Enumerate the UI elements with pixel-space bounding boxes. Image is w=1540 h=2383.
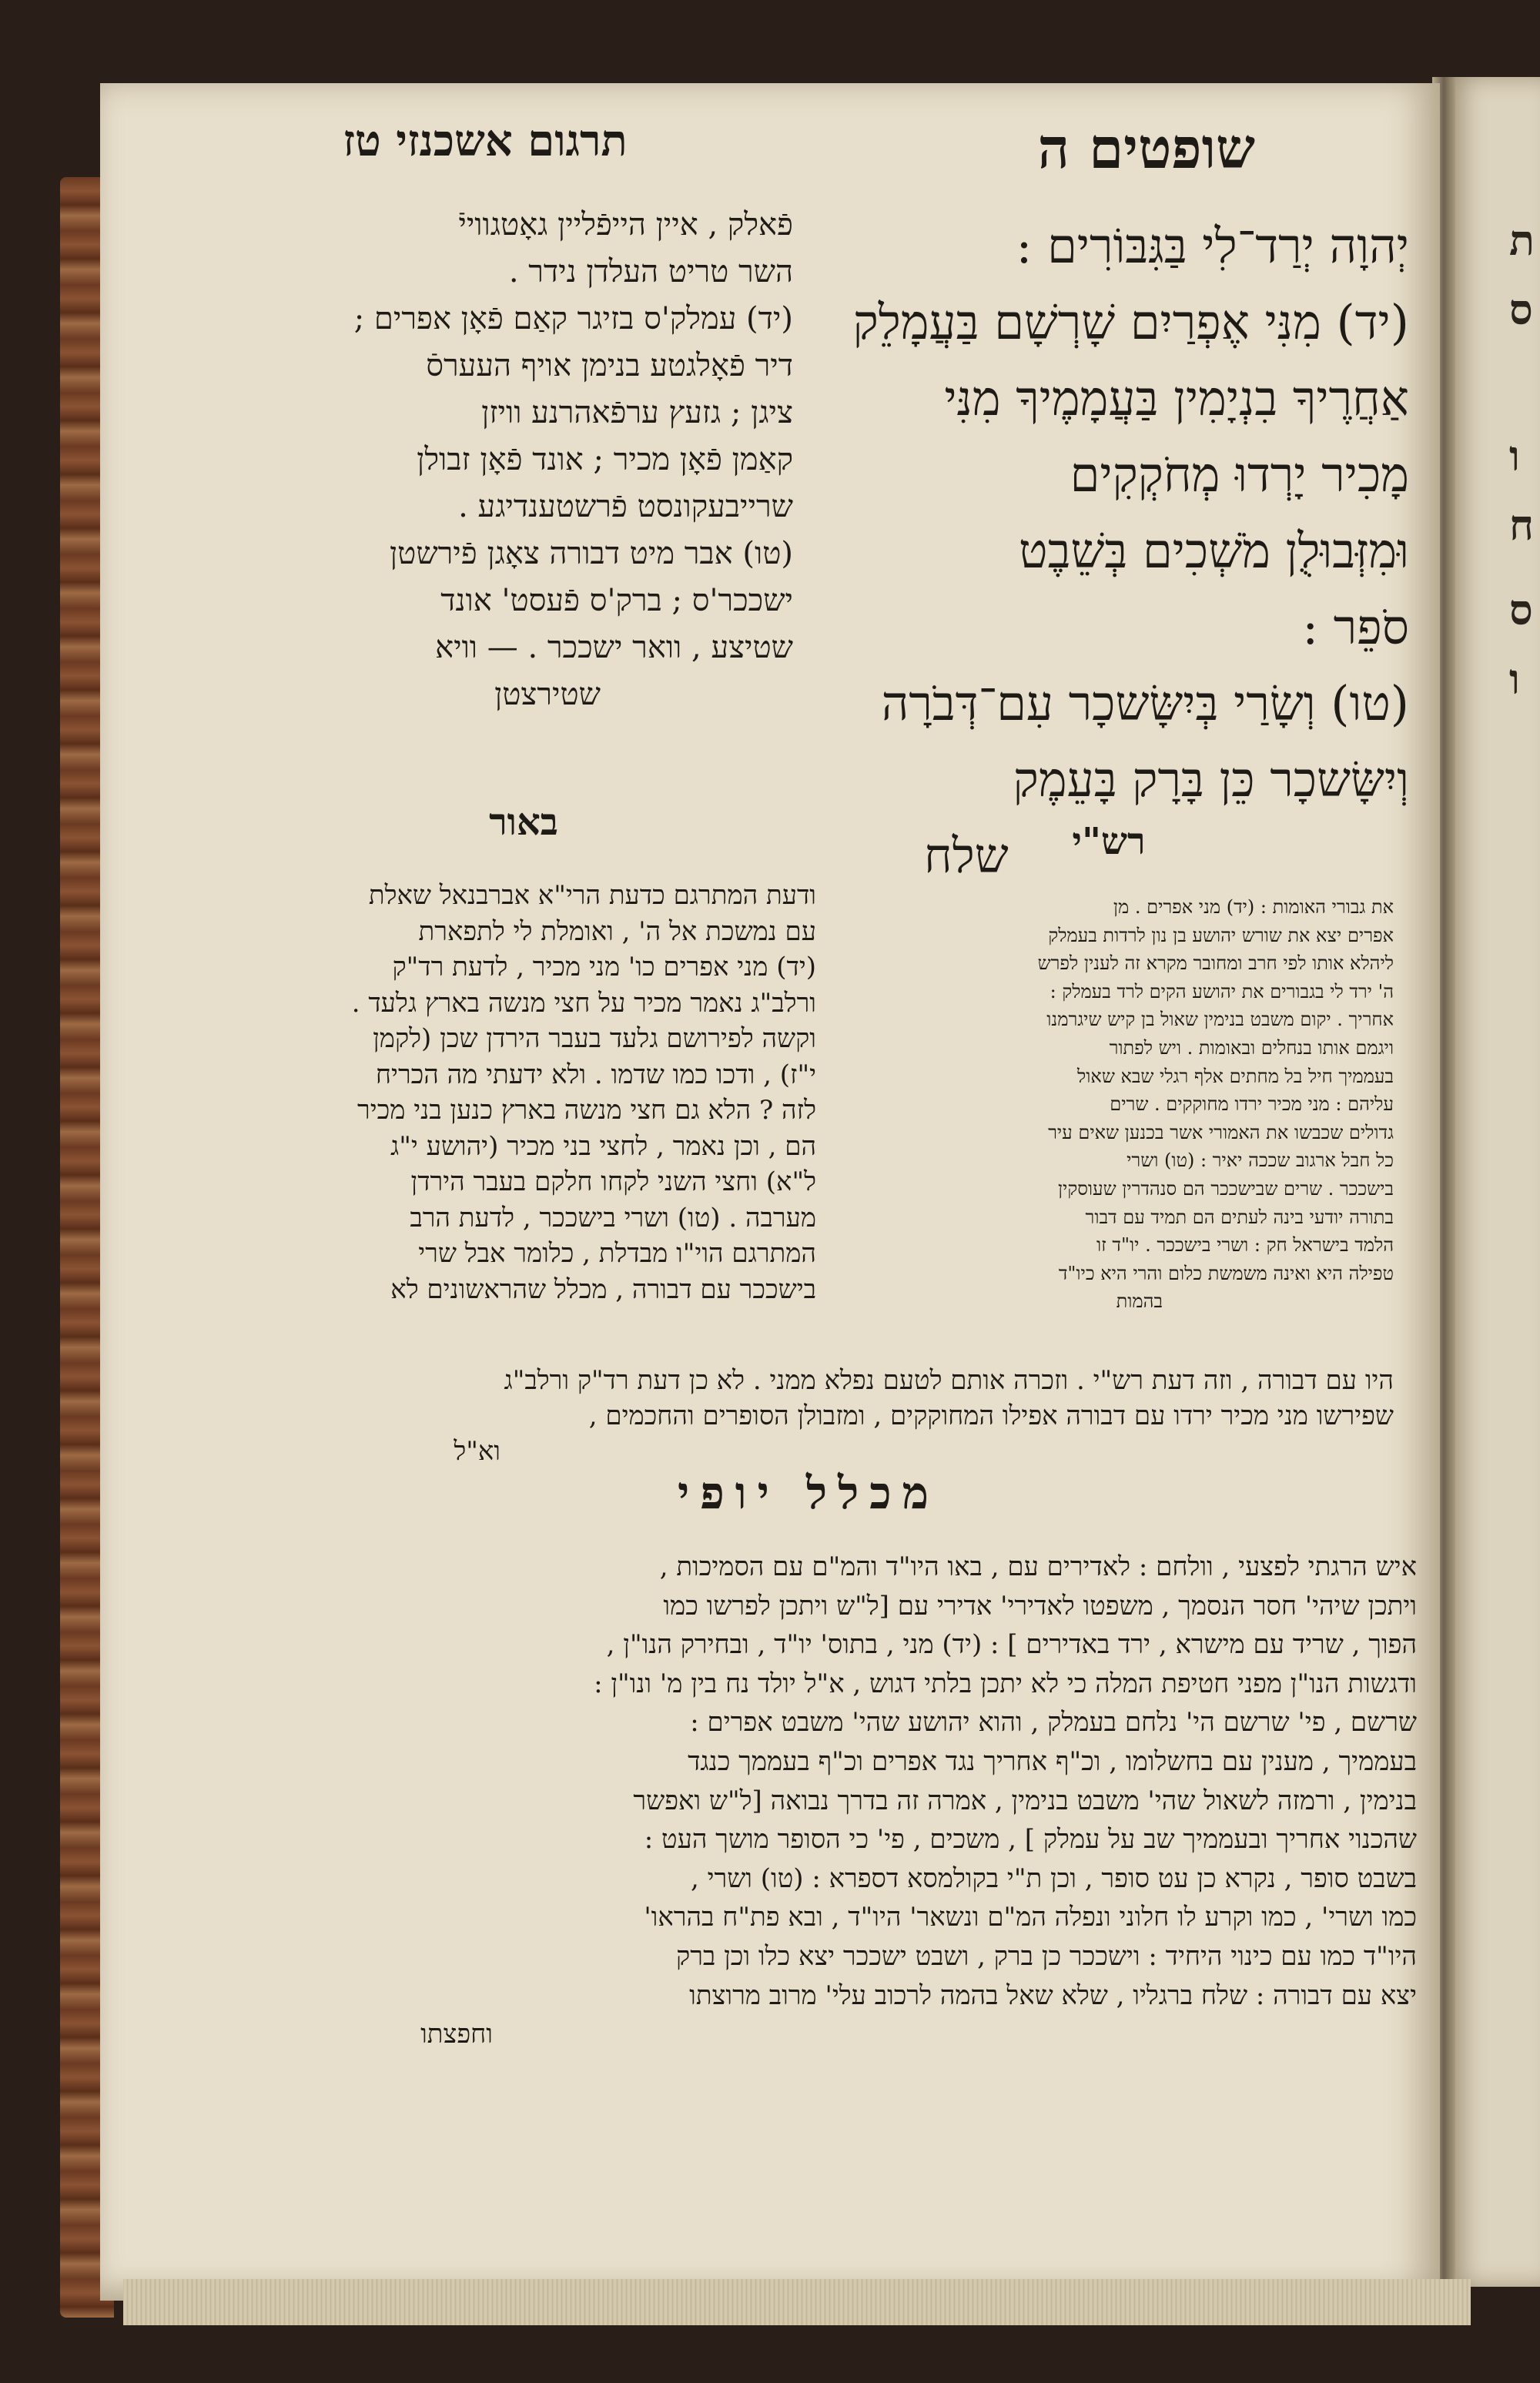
targum-line: שטיצע , וואר ישככר . — וויא [435, 630, 793, 665]
beur-line: שפירשו מני מכיר ירדו עם דבורה אפילו המחוקקים , ומזבולן הסופרים והחכמים , [588, 1401, 1394, 1431]
mikhlal-line: בשבט סופר , נקרא כן עט סופר , וכן ת"י בקולמסא דספרא : (טו) ושרי , [690, 1863, 1417, 1894]
rashi-line: ה' ירד לי בגבורים את יהושע הקים לרד בעמלק : [1050, 980, 1394, 1002]
verse-line: (יד) מִנִּי אֶפְרַיִם שָׁרְשָׁם בַּעֲמָלֵק [852, 294, 1409, 350]
beur-line: המתרגם הוי"ו מבדלת , כלומר אבל שרי [418, 1238, 816, 1269]
beur-line: ודעת המתרגם כדעת הרי"א אברבנאל שאלת [368, 880, 816, 911]
rashi-line: בישככר . שרים שבישככר הם סנהדרין שעוסקין [1057, 1177, 1394, 1200]
targum-line: ישככר'ס ; ברק'ס פֿעסט' אונד [440, 583, 793, 618]
rashi-heading: רש"י [1072, 820, 1146, 863]
beur-line: ורלב"ג נאמר מכיר על חצי מנשה בארץ גלעד . [351, 987, 816, 1019]
rashi-line: אפרים יצא את שורש יהושע בן נון לרדות בעמלק [1048, 924, 1394, 946]
facing-page-letter: ס [1509, 285, 1533, 334]
verse-line: וְיִשָּׂשכָר כֵּן בָּרָק בָּעֵמֶק [1013, 751, 1409, 808]
mikhlal-line: שהכנוי אחריך ובעממיך שב על עמלק ] , משכים , פי' כי הסופר מושך העט : [644, 1824, 1417, 1856]
rashi-commentary-column [839, 893, 1394, 1316]
beur-continuation [231, 1363, 1394, 1469]
targum-line: פֿאלק , איין הייפֿליין גאָטגווייֿ [458, 207, 793, 243]
mikhlal-line: שרשם , פי' שרשם הי' נלחם בעמלק , והוא יהושע שהי' משבט אפרים : [690, 1707, 1417, 1739]
targum-line: דיר פֿאָלגטע בנימן אויף העערסֿ [426, 348, 793, 383]
facing-page-letter: ו [1509, 431, 1520, 480]
beur-line: עם נמשכת אל ה' , ואומלת לי לתפארת [418, 915, 816, 947]
mikhlal-line: יצא עם דבורה : שלח ברגליו , שלא שאל בהמה לרכוב עלי' מרוב מרוצתו [689, 1980, 1417, 2011]
mikhlal-line: ויתכן שיהי' חסר הנסמך , משפטו לאדירי' אדירי עם [ל"ש ויתכן לפרשו כמו [663, 1590, 1417, 1622]
mikhlal-line: איש הרגתי לפצעי , וולחם : לאדירים עם , באו היו"ד והמ"ם עם הסמיכות , [659, 1551, 1417, 1582]
verse-line: מָכִיר יָרְדוּ מְחֹקְקִים [1070, 447, 1409, 503]
german-translation-column [231, 202, 793, 718]
catchword: שלח [924, 828, 1009, 884]
verse-line: (טו) וְשָׂרַי בְּיִשָּׂשכָר עִם־דְּבֹרָה [881, 675, 1409, 731]
page-stack-edge [123, 2279, 1471, 2325]
mikhlal-line: וחפצתו [420, 2019, 493, 2050]
beur-line: (יד) מני אפרים כו' מני מכיר , לדעת רד"ק [392, 952, 816, 982]
mikhlal-line: הפוך , שריד עם מישרא , ירד באדירים ] : (יד) מני , בתוס' יו"ד , ובחירק הנו"ן , [606, 1629, 1417, 1661]
beur-commentary-column [231, 878, 816, 1307]
beur-line: מערבה . (טו) ושרי בישככר , לדעת הרב [410, 1202, 816, 1233]
targum-line: ציגן ; גזעץ ערפֿאהרנע וויזן [481, 395, 793, 430]
mikhlal-line: בנימין , ורמזה לשאול שהי' משבט בנימין , אמרה זה בדרך נבואה [ל"ש ואפשר [633, 1785, 1417, 1816]
rashi-line: בהמות [1116, 1290, 1163, 1313]
rashi-line: הלמד בישראל חק : ושרי בישככר . יו"ד זו [1096, 1234, 1394, 1257]
beur-line: לזה ? הלא גם חצי מנשה בארץ כנען בני מכיר [357, 1095, 816, 1126]
mikhlal-yofi-commentary [231, 1548, 1417, 2054]
beur-line: הם , וכן נאמר , לחצי בני מכיר (יהושע י"ג [390, 1130, 816, 1162]
rashi-line: גדולים שכבשו את האמורי אשר בכנען שאים עיר [1048, 1121, 1394, 1143]
facing-page-letter: ח [1509, 500, 1534, 550]
rashi-line: עליהם : מני מכיר ירדו מחוקקים . שרים [1110, 1093, 1394, 1116]
facing-page-letter: ת [1509, 216, 1535, 265]
mikhlal-yofi-heading: מכלל יופי [678, 1467, 939, 1519]
rashi-line: את גבורי האומות : (יד) מני אפרים . מן [1113, 896, 1394, 918]
mikhlal-line: בעממיך , מענין עם בחשלומו , וכ"ף אחריך נגד אפרים וכ"ף בעממך כנגד [688, 1745, 1417, 1777]
beur-line: וא"ל [454, 1436, 500, 1467]
targum-line: (טו) אבר מיט דבורה צאָגן פֿירשטן [389, 536, 793, 571]
targum-line: קאַמן פֿאָן מכיר ; אונד פֿאָן זבולן [417, 442, 793, 477]
facing-page-edge [1448, 77, 1540, 2287]
beur-line: ל"א) וחצי השני לקחו חלקם בעבר הירדן [410, 1166, 816, 1197]
verse-line: סֹפֵר : [1302, 599, 1409, 655]
biblical-text-column [824, 208, 1409, 894]
mikhlal-line: היו"ד כמו עם כינוי היחיד : וישככר כן ברק , ושבט ישככר יצא כלו וכן ברק [676, 1940, 1417, 1972]
rashi-line: בעממיך חיל בל מחתים אלף רגלי שבא שאול [1077, 1065, 1394, 1087]
targum-line: השר טריט העלדן נידר . [508, 254, 793, 290]
beur-heading: באור [489, 801, 558, 844]
rashi-line: ויגמם אותו בנחלים ובאומות . ויש לפתור [1109, 1036, 1394, 1059]
facing-page-letter: ו [1509, 654, 1520, 704]
verse-line: אַחֲרֶיךָ בִנְיָמִין בַּעֲמָמֶיךָ מִנִּי [944, 370, 1409, 427]
verse-line: וּמִזְּבוּלֻן מֹשְׁכִים בְּשֵׁבֶט [1019, 523, 1409, 579]
facing-page-letter: ס [1509, 585, 1533, 634]
rashi-line: בתורה יודעי בינה לעתים הם תמיד עם דבור [1085, 1206, 1394, 1228]
targum-line: שרייבעקונסט פֿרשטענדיגע . [458, 489, 793, 524]
beur-line: היו עם דבורה , וזה דעת רש"י . וזכרה אותם לטעם נפלא ממני . לא כן דעת רד"ק ורלב"ג [504, 1365, 1394, 1396]
targum-line: שטירצטן [494, 677, 601, 712]
beur-line: בישככר עם דבורה , מכלל שהראשונים לא [390, 1273, 816, 1305]
rashi-line: טפילה היא ואינה משמשת כלום והרי היא כיו"ד [1058, 1262, 1394, 1284]
rashi-line: ליהלא אותו לפי חרב ומחובר מקרא זה לענין לפרש [1037, 952, 1394, 975]
mikhlal-line: ודגשות הנו"ן מפני חטיפת המלה כי לא יתכן בלתי דגוש , א"ל יולד נח בין מ' ונו"ן : [594, 1668, 1417, 1699]
beur-line: י"ז) , ודכו כמו שדמו . ולא ידעתי מה הכריח [375, 1059, 816, 1090]
running-header-targum-page: תרגום אשכנזי טז [343, 115, 628, 166]
mikhlal-line: כמו ושרי' , כמו וקרע לו חלוני ונפלה המ"ם ונשאר' היו"ד , ובא פת"ח בהראו' [644, 1902, 1417, 1933]
rashi-line: אחריך . יקום משבט בנימין שאול בן קיש שיגרמנו [1046, 1009, 1394, 1031]
targum-line: (יד) עמלק'ס בזיגר קאַם פֿאָן אפרים ; [353, 301, 793, 336]
rashi-line: כל חבל ארגוב שככה יאיר : (טו) ושרי [1127, 1150, 1394, 1172]
beur-line: וקשה לפירושם גלעד בעבר הירדן שכן (לקמן [373, 1023, 816, 1054]
verse-line: יְהוָה יְרַד־לִי בַּגִּבּוֹרִים : [1016, 218, 1409, 274]
running-header-book-chapter: שופטים ה [1037, 115, 1255, 181]
